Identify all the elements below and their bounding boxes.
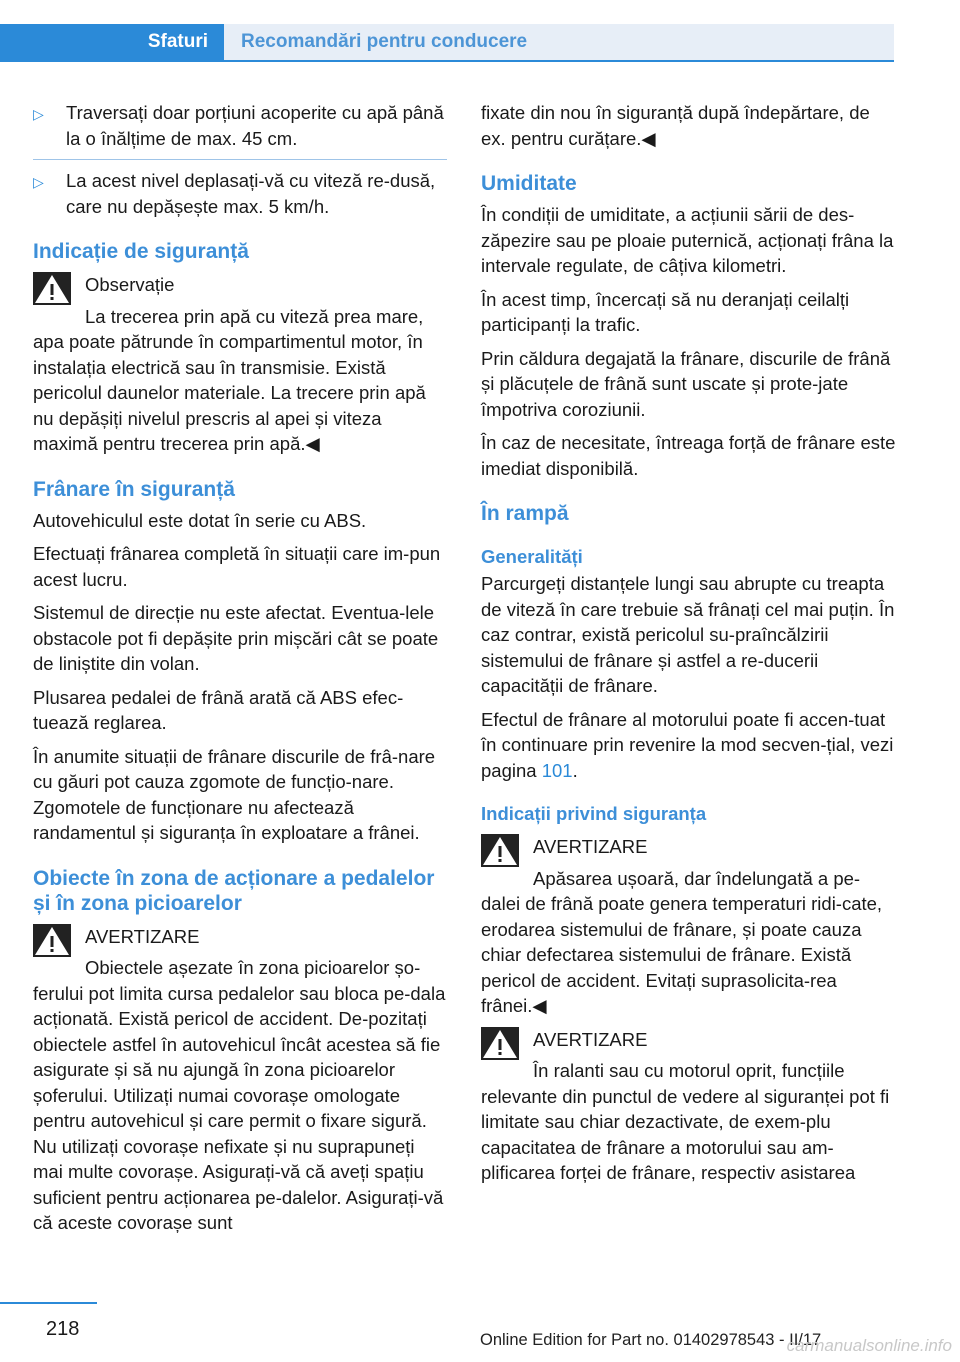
- paragraph: Efectuați frânarea completă în situații care im‐pun acest lucru.: [33, 543, 441, 590]
- section-title-pedals: Obiecte în zona de acționare a pedalelor și în zona picioarelor: [33, 866, 435, 915]
- page-link[interactable]: 101: [541, 759, 573, 781]
- paragraph: [481, 707, 897, 784]
- header-rule: [0, 60, 894, 62]
- list-item-text: La acest nivel deplasați-vă cu viteză re‐dusă, care nu depășește max. 5 km/h.: [66, 170, 436, 217]
- edition-text: Online Edition for Part no. 01402978543 - II/17: [480, 1331, 822, 1349]
- paragraph: În anumite situații de frânare discurile de frâ‐nare cu găuri pot cauza zgomote de funcțio‐nare. Zgomotele de funcționare nu afectează randamentul și siguranța în exploatare a frânei.: [33, 745, 436, 843]
- right-column: [481, 100, 897, 1194]
- warning-block: [481, 1027, 897, 1186]
- triangle-right-icon: ▷: [33, 106, 44, 122]
- warning-text: În ralanti sau cu motorul oprit, funcțiile relevante din punctul de vedere al siguranței pot fi limitate sau chiar dezactivate, de exem‐plu capacitatea de frânare a motorului sau am‐plificarea forței de frânare, respectiv asistarea: [481, 1060, 890, 1183]
- list-item-text: Traversați doar porțiuni acoperite cu apă până la o înălțime de max. 45 cm.: [66, 102, 444, 149]
- tab-sfaturi: Sfaturi: [0, 24, 224, 60]
- paragraph: fixate din nou în siguranță după îndepărtare, de ex. pentru curățare.◀: [481, 102, 870, 149]
- paragraph: Autovehiculul este dotat în serie cu ABS.: [33, 509, 367, 531]
- page-header: [0, 24, 894, 62]
- list-item: [33, 100, 447, 151]
- section-title-humidity: Umiditate: [481, 172, 577, 195]
- paragraph: Parcurgeți distanțele lungi sau abrupte cu treapta de viteză în care trebuie să frânați cel mai puțin. În caz contrar, există pericolul su‐praîncălzirii sistemului de frânare și astfel a re‐ducerii capacității de frânare.: [481, 573, 895, 696]
- warning-triangle-icon: [481, 1027, 519, 1060]
- warning-triangle-icon: [33, 272, 71, 305]
- section-title-braking: Frânare în siguranță: [33, 477, 235, 501]
- bullet-list: [33, 100, 447, 219]
- paragraph: În caz de necesitate, întreaga forță de frânare este imediat disponibilă.: [481, 432, 896, 479]
- tab-section-title: Recomandări pentru conducere: [224, 24, 894, 60]
- subsection-title-general: Generalități: [481, 546, 583, 567]
- warning-triangle-icon: [481, 834, 519, 867]
- page-number: 218: [46, 1318, 80, 1340]
- warning-triangle-icon: [33, 924, 71, 957]
- warning-label: Observație: [85, 274, 175, 295]
- section-title-ramp: În rampă: [481, 502, 569, 525]
- watermark: carmanualsonline.info: [786, 1336, 952, 1355]
- divider: [33, 159, 447, 160]
- warning-text: La trecerea prin apă cu viteză prea mare, apa poate pătrunde în compartimentul motor, în instalația electrică sau în transmisie. Există pericolul daunelor materiale. La trecere prin apă nu depășiți nivelul prescris al apei și viteza maximă pentru trecerea prin apă.◀: [33, 305, 426, 454]
- warning-block: [33, 924, 447, 1236]
- warning-label: AVERTIZARE: [85, 925, 200, 947]
- paragraph-text-end: .: [572, 759, 578, 781]
- warning-text: Obiectele așezate în zona picioarelor șo‐ferului pot limita cursa pedalelor sau bloca pe‐dala acționată. Există pericol de accident. De‐pozitați obiectele astfel în autovehicul încât acestea să fie asigurate și să nu ajungă în zona picioarelor șoferului. Utilizați numai covorașe omologate pentru autovehicul și care permit o fixare sigură. Nu utilizați covorașe nefixate și nu suprapuneți mai multe covorașe. Asigurați-vă că aveți spațiu suficient pentru acționarea pe‐dalelor. Asigurați-vă că aceste covorașe sunt: [33, 957, 446, 1233]
- paragraph: Sistemul de direcție nu este afectat. Eventua‐lele obstacole pot fi depășite prin mișcări cât se poate de liniștite din volan.: [33, 602, 439, 674]
- subsection-title-safety: Indicații privind siguranța: [481, 803, 707, 824]
- footer-rule: [0, 1302, 97, 1304]
- list-item: [33, 168, 447, 219]
- triangle-right-icon: ▷: [33, 174, 44, 190]
- warning-block: [481, 834, 897, 1019]
- left-column: [33, 100, 447, 1244]
- warning-text: Apăsarea ușoară, dar îndelungată a pe‐dalei de frână poate genera temperaturi ridi‐cate, erodarea sistemului de frânare, și poate cauza chiar defectarea sistemului de frânare. Există pericol de accident. Evitați suprasolicita‐rea frânei.◀: [481, 867, 883, 1016]
- section-title-safety: Indicație de siguranță: [33, 240, 249, 263]
- paragraph: În acest timp, încercați să nu deranjați ceilalți participanți la trafic.: [481, 288, 850, 335]
- paragraph: În condiții de umiditate, a acțiunii sării de des‐zăpezire sau pe ploaie puternică, acționați frâna la intervale regulate, de câțiva kilometri.: [481, 204, 894, 276]
- paragraph: Plusarea pedalei de frână arată că ABS efec‐tuează reglarea.: [33, 686, 404, 733]
- warning-label: AVERTIZARE: [533, 836, 648, 857]
- paragraph: Prin căldura degajată la frânare, discurile de frână și plăcuțele de frână sunt uscate și prote‐jate împotriva coroziunii.: [481, 347, 891, 420]
- warning-block: [33, 272, 447, 457]
- warning-label: AVERTIZARE: [533, 1028, 648, 1050]
- paragraph-text: Efectul de frânare al motorului poate fi accen‐tuat în continuare prin revenire la mod secven‐țial, vezi pagina: [481, 708, 894, 781]
